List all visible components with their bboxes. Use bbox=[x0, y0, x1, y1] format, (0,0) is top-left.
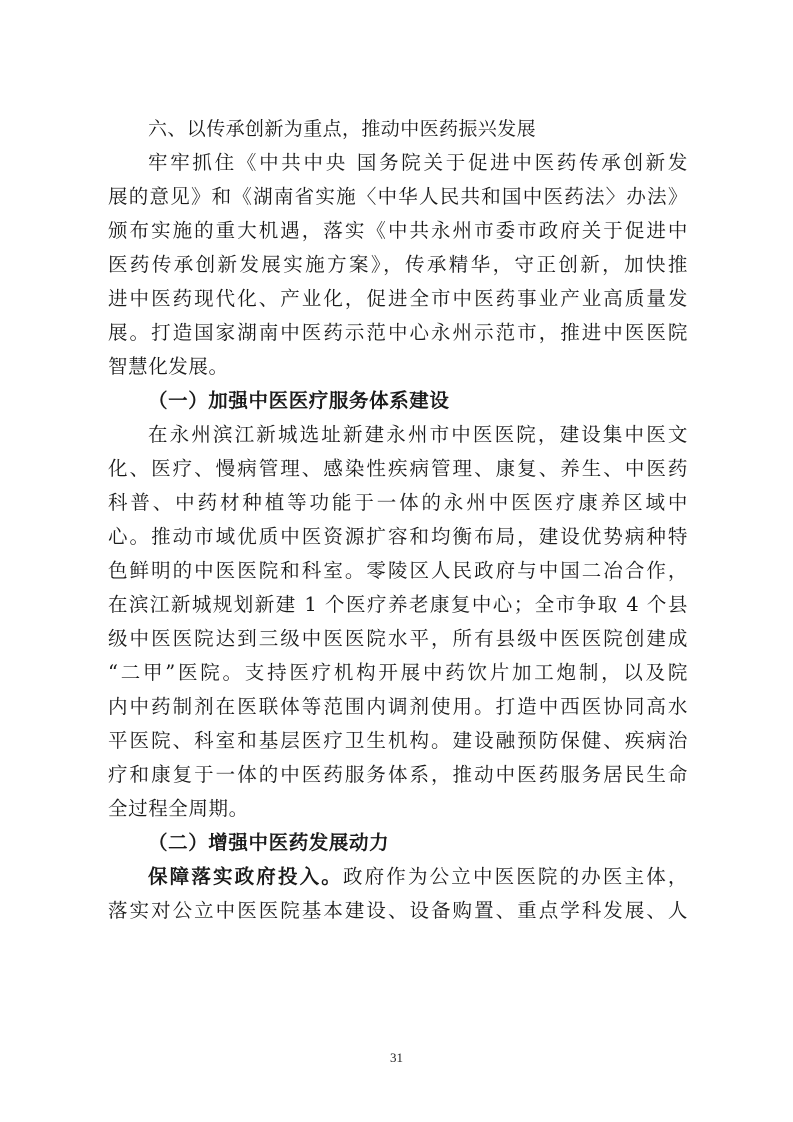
paragraph-line: 颁布实施的重大机遇，落实《中共永州市委市政府关于促进中 bbox=[108, 219, 688, 242]
paragraph-line: 医药传承创新发展实施方案》，传承精华，守正创新，加快推 bbox=[108, 253, 688, 276]
paragraph-line bbox=[108, 860, 688, 894]
subsection-heading-two: （二）增强中医药发展动力 bbox=[148, 831, 390, 854]
paragraph-line: 科普、中药材种植等功能于一体的永州中医医疗康养区域中 bbox=[108, 491, 688, 514]
paragraph-line: 内中药制剂在医联体等范围内调剂使用。打造中西医协同高水 bbox=[108, 695, 688, 718]
paragraph-line: 进中医药现代化、产业化，促进全市中医药事业产业高质量发 bbox=[108, 287, 688, 310]
paragraph-line: 落实对公立中医医院基本建设、设备购置、重点学科发展、人 bbox=[108, 899, 688, 922]
paragraph-line: 色鲜明的中医医院和科室。零陵区人民政府与中国二冶合作， bbox=[108, 559, 688, 582]
paragraph-line: 心。推动市域优质中医资源扩容和均衡布局，建设优势病种特 bbox=[108, 525, 688, 548]
document-page bbox=[108, 112, 688, 928]
section-heading-six: 六、以传承创新为重点，推动中医药振兴发展 bbox=[148, 118, 537, 140]
paragraph-line: 展。打造国家湖南中医药示范中心永州示范市，推进中医医院 bbox=[108, 321, 688, 344]
paragraph-line: 疗和康复于一体的中医药服务体系，推动中医药服务居民生命 bbox=[108, 763, 688, 786]
paragraph-text: 政府作为公立中医医院的办医主体， bbox=[342, 865, 688, 888]
paragraph-line: 级中医医院达到三级中医医院水平，所有县级中医医院创建成 bbox=[108, 627, 688, 650]
bold-lead-text: 保障落实政府投入。 bbox=[148, 865, 343, 888]
page-number: 31 bbox=[390, 1050, 403, 1065]
paragraph-line: 在滨江新城规划新建 1 个医疗养老康复中心；全市争取 4 个县 bbox=[108, 593, 688, 616]
paragraph-line: 智慧化发展。 bbox=[108, 355, 229, 378]
paragraph-line: 在永州滨江新城选址新建永州市中医医院，建设集中医文 bbox=[148, 423, 688, 446]
subsection-heading-one: （一）加强中医医疗服务体系建设 bbox=[148, 389, 450, 412]
paragraph-line: 牢牢抓住《中共中央 国务院关于促进中医药传承创新发 bbox=[148, 151, 688, 174]
paragraph-line: 全过程全周期。 bbox=[108, 797, 249, 820]
paragraph-line: 化、医疗、慢病管理、感染性疾病管理、康复、养生、中医药 bbox=[108, 457, 688, 480]
paragraph-line: “二甲”医院。支持医疗机构开展中药饮片加工炮制，以及院 bbox=[108, 661, 688, 684]
paragraph-line: 展的意见》和《湖南省实施〈中华人民共和国中医药法〉办法》 bbox=[108, 185, 688, 208]
paragraph-line: 平医院、科室和基层医疗卫生机构。建设融预防保健、疾病治 bbox=[108, 729, 688, 752]
